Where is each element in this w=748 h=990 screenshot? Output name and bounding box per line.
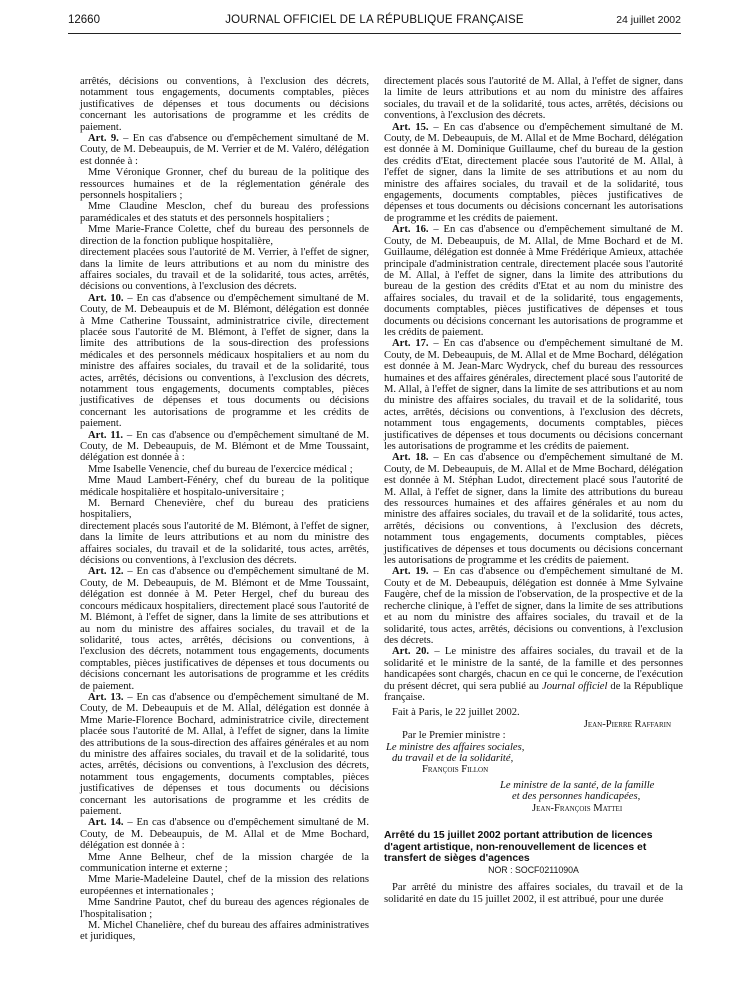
article-paragraph [384, 338, 683, 452]
text-paragraph [80, 498, 369, 521]
text-paragraph [80, 897, 369, 920]
paragraph-text: – En cas d'absence ou d'empêchement simultané de M. Couty, de M. Debeaupuis, de M. Verrier et de M. Valéro, délégation est donnée à : [80, 133, 369, 167]
text-paragraph [80, 247, 369, 293]
article-number: Art. 17. [392, 338, 429, 350]
article-number: Art. 16. [392, 224, 429, 236]
decree-body: Par arrêté du ministre des affaires sociales, du travail et de la solidarité en date du 15 juillet 2002, il est attribué, pour une durée [384, 882, 683, 905]
article-number: Art. 19. [392, 566, 429, 578]
text-paragraph [80, 224, 369, 247]
place-date: Fait à Paris, le 22 juillet 2002. [392, 707, 520, 719]
minister1-title-line1: Le ministre des affaires sociales, [386, 741, 525, 753]
minister2-title-line1: Le ministre de la santé, de la famille [500, 779, 655, 791]
article-number: Art. 11. [88, 429, 124, 441]
pm-signature: Jean-Pierre Raffarin [583, 718, 671, 730]
article-paragraph [80, 293, 369, 430]
by-pm-line: Par le Premier ministre : [402, 730, 506, 742]
paragraph-text: Mme Marie-France Colette, chef du bureau des personnels de direction de la fonction publique hospitalière, [80, 224, 369, 247]
paragraph-text: Mme Véronique Gronner, chef du bureau de la politique des ressources humaines et de la réglementation générale des personnels hospitaliers ; [80, 167, 369, 202]
journal-reference: Journal officiel [542, 680, 608, 692]
article-number: Art. 15. [392, 121, 429, 133]
minister2-title-line2: et des personnes handicapées, [512, 791, 641, 803]
right-column-articles [384, 76, 683, 646]
text-paragraph [80, 852, 369, 875]
paragraph-text: arrêtés, décisions ou conventions, à l'exclusion des décrets, notamment tous engagements, documents comptables, pièces justificatives de dépenses et tous documents ou décisions concernant les autorisations de programme et les crédits de paiement. [80, 76, 369, 133]
paragraph-text: M. Bernard Chenevière, chef du bureau des praticiens hospitaliers, [80, 498, 369, 521]
article-20 [384, 646, 683, 703]
paragraph-text: Mme Sandrine Pautot, chef du bureau des agences régionales de l'hospitalisation ; [80, 897, 369, 920]
right-column [384, 76, 683, 905]
text-paragraph [384, 76, 683, 122]
article-number: Art. 10. [88, 292, 124, 304]
header-rule [68, 33, 681, 34]
paragraph-text: directement placés sous l'autorité de M. Allal, à l'effet de signer, dans la limite de leurs attributions et au nom du ministre des affaires sociales, du travail et de la solidarité, tous actes, arrêtés, décisions ou conventions, à l'exclusion des décrets. [384, 76, 683, 122]
text-paragraph [80, 76, 369, 133]
paragraph-text: – En cas d'absence ou d'empêchement simultané de M. Couty, de M. Debeaupuis, de M. Allal et de Mme Bochard, délégation est donnée à M. Jean-Marc Wydryck, chef du bureau des ressources humaines et des affaires générales, directement placé sous l'autorité de M. Allal, à l'effet de signer, dans la limite de ses attributions et au nom du ministre des affaires sociales, du travail et de la solidarité, tous actes, arrêtés, décisions ou conventions, à l'exclusion des décrets, notamment tous engagements, documents comptables, pièces justificatives de dépenses et tous documents ou décisions concernant les autorisations de programme et les crédits de paiement. [384, 338, 683, 452]
text-paragraph [80, 920, 369, 943]
minister1-signature: François Fillon [422, 764, 489, 776]
article-number: Art. 13. [88, 691, 124, 703]
article-number: Art. 14. [88, 817, 124, 829]
text-paragraph [80, 521, 369, 567]
paragraph-text: – En cas d'absence ou d'empêchement simultané de M. Couty, de M. Debeaupuis, de M. Allal, de Mme Bochard et de M. Guillaume, délégation est donnée à Mme Frédérique Amieux, attachée principale d'administration centrale, directement placée sous l'autorité de M. Allal, à l'effet de signer, dans la limite des attributions du bureau de la gestion des crédits d'Etat et au nom du ministre des affaires sociales, du travail et de la solidarité, tous engagements, documents comptables, pièces justificatives de dépenses et tous documents ou décisions concernant les autorisations de programme et les crédits de paiement. [384, 224, 683, 338]
decree-title: Arrêté du 15 juillet 2002 portant attribution de licences d'agent artistique, non-renouvellement de licences et transfert de sièges d'agences [384, 830, 653, 865]
text-paragraph [80, 874, 369, 897]
paragraph-text: directement placées sous l'autorité de M. Verrier, à l'effet de signer, dans la limite de leurs attributions et au nom du ministre des affaires sociales, du travail et de la solidarité, tous actes, arrêtés, décisions ou conventions, à l'exclusion des décrets. [80, 247, 369, 293]
paragraph-text: Mme Isabelle Venencie, chef du bureau de l'exercice médical ; [88, 463, 353, 475]
paragraph-text: – En cas d'absence ou d'empêchement simultané de M. Couty, de M. Debeaupuis et de M. Allal, délégation est donnée à Mme Marie-Florence Bochard, administratrice civile, directement placée sous l'autorité de M. Allal, à l'effet de signer, dans la limite des attributions de la sous-direction des affaires générales et au nom du ministre des affaires sociales, du travail et de la solidarité, tous actes, arrêtés, décisions ou conventions, à l'exclusion des décrets, notamment tous engagements, documents comptables, pièces justificatives de dépenses et tous documents ou décisions concernant les autorisations de programme et les crédits de paiement. [80, 691, 369, 817]
left-column [80, 76, 369, 943]
article-number: Art. 20. [392, 646, 430, 658]
article-paragraph [384, 566, 683, 646]
nor-reference: NOR : SOCF0211090A [488, 864, 579, 875]
article-paragraph [384, 452, 683, 566]
paragraph-text: directement placés sous l'autorité de M. Blémont, à l'effet de signer, dans la limite de leurs attributions et au nom du ministre des affaires sociales, du travail et de la solidarité, tous actes, arrêtés, décisions ou conventions, à l'exclusion des décrets. [80, 520, 369, 567]
minister2-signature: Jean-François Mattei [532, 802, 623, 814]
paragraph-text: Mme Maud Lambert-Fénéry, chef du bureau de la politique médicale hospitalière et hospitalo-universitaire ; [80, 475, 369, 498]
article-text-end: de la République française. [384, 680, 683, 703]
journal-title: JOURNAL OFFICIEL DE LA RÉPUBLIQUE FRANÇAISE [225, 14, 524, 26]
article-paragraph [384, 122, 683, 225]
article-paragraph [80, 692, 369, 817]
article-number: Art. 9. [88, 133, 119, 145]
text-paragraph [80, 201, 369, 224]
paragraph-text: Mme Anne Belheur, chef de la mission chargée de la communication interne et externe ; [80, 851, 369, 875]
article-paragraph [80, 133, 369, 167]
article-number: Art. 12. [88, 566, 124, 578]
article-paragraph [80, 566, 369, 691]
article-paragraph [80, 817, 369, 851]
paragraph-text: – En cas d'absence ou d'empêchement simultané de M. Couty, de M. Debeaupuis, de M. Allal et de Mme Bochard, délégation est donnée à M. Stéphan Ludot, directement placé sous l'autorité de M. Allal, à l'effet de signer, dans la limite des attributions du bureau des ressources humaines et des affaires générales et au nom du ministre des affaires sociales, du travail et de la solidarité, tous actes, arrêtés, décisions ou conventions, à l'exclusion des décrets, notamment tous engagements, documents comptables, pièces justificatives de dépenses et tous documents ou décisions concernant les autorisations de programme et les crédits de paiement. [384, 452, 683, 567]
article-paragraph [80, 430, 369, 464]
issue-date: 24 juillet 2002 [616, 14, 681, 26]
paragraph-text: Mme Marie-Madeleine Dautel, chef de la mission des relations européennes et internationales ; [80, 874, 369, 897]
article-number: Art. 18. [392, 452, 429, 464]
article-text: – Le ministre des affaires sociales, du travail et de la solidarité et le ministre de la santé, de la famille et des personnes handicapées sont chargés, chacun en ce qui le concerne, de l'exécution du présent décret, qui sera publié au [384, 646, 683, 692]
paragraph-text: M. Michel Chanelière, chef du bureau des affaires administratives et juridiques, [80, 920, 369, 943]
paragraph-text: – En cas d'absence ou d'empêchement simultané de M. Couty, de M. Debeaupuis, de M. Blémont et de Mme Toussaint, délégation est donnée à M. Peter Hergel, chef du bureau des concours médicaux hospitaliers, directement placé sous l'autorité de M. Blémont, à l'effet de signer, dans la limite de ses attributions et au nom du ministre des affaires sociales, du travail et de la solidarité, tous actes, arrêtés, décisions ou conventions, à l'exclusion des décrets, notamment tous engagements, documents comptables, pièces justificatives de dépenses et tous documents ou décisions concernant les autorisations de programme et les crédits de paiement. [80, 566, 369, 692]
page-number: 12660 [68, 14, 100, 26]
page-header [68, 14, 681, 30]
paragraph-text: – En cas d'absence ou d'empêchement simultané de M. Couty, de M. Debeaupuis, de M. Blémont et de Mme Toussaint, délégation est donnée à : [80, 429, 369, 464]
minister1-title-line2: du travail et de la solidarité, [392, 752, 514, 764]
article-paragraph [384, 224, 683, 338]
text-paragraph [80, 464, 369, 475]
paragraph-text: – En cas d'absence ou d'empêchement simultané de M. Couty, de M. Debeaupuis et de M. Blémont, délégation est donnée à Mme Catherine Toussaint, administratrice civile, directement placée sous l'autorité de M. Blémont, à l'effet de signer, dans la limite des attributions de la sous-direction des professions médicales et des personnels médicaux hospitaliers et au nom du ministre des affaires sociales, du travail et de la solidarité, tous actes, arrêtés, décisions ou conventions, à l'exclusion des décrets, notamment tous engagements, documents comptables, pièces justificatives de dépenses et tous documents ou décisions concernant les autorisations de programme et les crédits de paiement. [80, 292, 369, 430]
paragraph-text: – En cas d'absence ou d'empêchement simultané de M. Couty, de M. Debeaupuis, de M. Allal et de Mme Bochard, délégation est donnée à M. Dominique Guillaume, chef du bureau de la gestion des crédits d'Etat, directement placée sous l'autorité de M. Allal, à l'effet de signer, dans la limite de ses attributions et au nom du ministre des affaires sociales, du travail et de la solidarité, tous engagements, documents comptables, pièces justificatives de dépenses et tous documents ou décisions concernant les autorisations de programme et les crédits de paiement. [384, 121, 683, 224]
paragraph-text: – En cas d'absence ou d'empêchement simultané de M. Couty et de M. Debeaupuis, délégation est donnée à Mme Sylvaine Faugère, chef de la mission de l'observation, de la prospective et de la recherche clinique, à l'effet de signer, dans la limite de ses attributions et au nom du ministre des affaires sociales, du travail et de la solidarité, tous actes, arrêtés, décisions ou conventions, à l'exclusion des décrets. [384, 566, 683, 646]
paragraph-text: Mme Claudine Mesclon, chef du bureau des professions paramédicales et des statuts et des personnels hospitaliers ; [80, 201, 369, 224]
text-paragraph [80, 167, 369, 201]
text-paragraph [80, 475, 369, 498]
paragraph-text: – En cas d'absence ou d'empêchement simultané de M. Couty, de M. Debeaupuis, de M. Allal et de Mme Bochard, délégation est donnée à : [80, 817, 369, 852]
